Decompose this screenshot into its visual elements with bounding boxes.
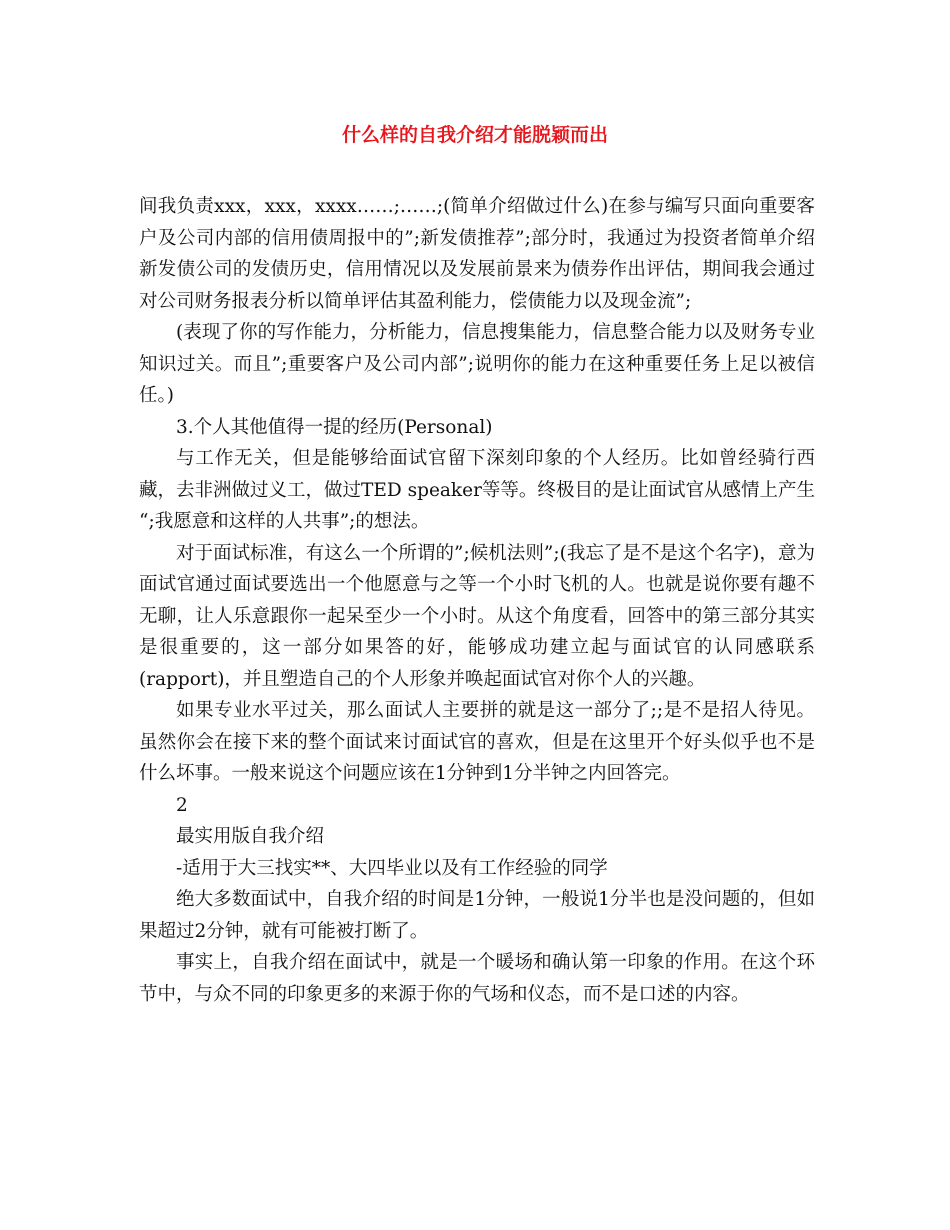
section-heading: 3.个人其他值得一提的经历(Personal) bbox=[176, 416, 493, 438]
paragraph: 间我负责xxx，xxx，xxxx……;……;(简单介绍做过什么)在参与编写只面向重要客户及公司内部的信用债周报中的”;新发债推荐”;部分时，我通过为投资者简单介绍新发债公司的发债历史，信用情况以及发展前景来为债券作出评估，期间我会通过对公司财务报表分析以简单评估其盈利能力，偿债能力以及现金流”; bbox=[139, 196, 815, 312]
paragraph: 绝大多数面试中，自我介绍的时间是1分钟，一般说1分半也是没问题的，但如果超过2分钟，就有可能被打断了。 bbox=[139, 889, 815, 942]
section-heading: 最实用版自我介绍 bbox=[176, 826, 325, 847]
section-subtitle: -适用于大三找实**、大四毕业以及有工作经验的同学 bbox=[176, 857, 608, 879]
paragraph: 事实上，自我介绍在面试中，就是一个暖场和确认第一印象的作用。在这个环节中，与众不同的印象更多的来源于你的气场和仪态，而不是口述的内容。 bbox=[139, 952, 815, 1005]
paragraph: 如果专业水平过关，那么面试人主要拼的就是这一部分了;;是不是招人待见。虽然你会在接下来的整个面试来讨面试官的喜欢，但是在这里开个好头似乎也不是什么坏事。一般来说这个问题应该在1分钟到1分半钟之内回答完。 bbox=[139, 700, 815, 784]
document-body bbox=[139, 191, 815, 1010]
paragraph: (表现了你的写作能力，分析能力，信息搜集能力，信息整合能力以及财务专业知识过关。而且”;重要客户及公司内部”;说明你的能力在这种重要任务上足以被信任。) bbox=[139, 322, 815, 406]
paragraph: 对于面试标准，有这么一个所谓的”;候机法则”;(我忘了是不是这个名字)，意为面试官通过面试要选出一个他愿意与之等一个小时飞机的人。也就是说你要有趣不无聊，让人乐意跟你一起呆至少一个小时。从这个角度看，回答中的第三部分其实是很重要的，这一部分如果答的好，能够成功建立起与面试官的认同感联系(rapport)，并且塑造自己的个人形象并唤起面试官对你个人的兴趣。 bbox=[139, 542, 815, 690]
paragraph: 与工作无关，但是能够给面试官留下深刻印象的个人经历。比如曾经骑行西藏，去非洲做过义工，做过TED speaker等等。终极目的是让面试官从感情上产生 “;我愿意和这样的人共事”;的想法。 bbox=[139, 448, 815, 532]
document-title: 什么样的自我介绍才能脱颖而出 bbox=[341, 124, 608, 146]
section-number: 2 bbox=[176, 794, 188, 816]
